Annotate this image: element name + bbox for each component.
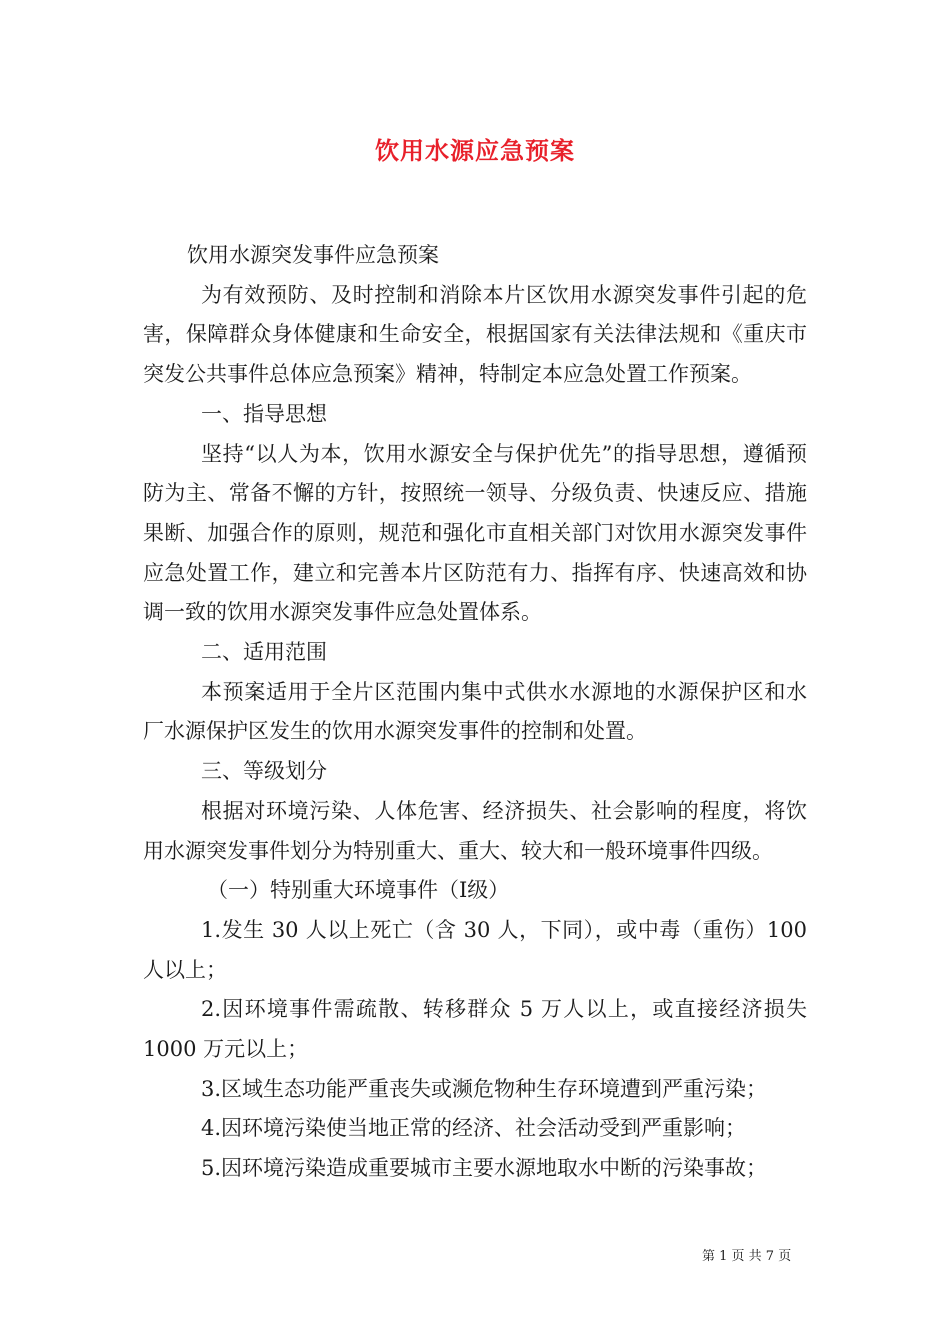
section-heading-classification: 三、等级划分: [201, 759, 327, 784]
page-number: 第 1 页 共 7 页: [702, 1249, 792, 1264]
list-item: 1.发生 30 人以上死亡（含 30 人，下同），或中毒（重伤）100 人以上；: [143, 917, 807, 982]
intro-paragraph: 为有效预防、及时控制和消除本片区饮用水源突发事件引起的危害，保障群众身体健康和生命安全，根据国家有关法律法规和《重庆市突发公共事件总体应急预案》精神，特制定本应急处置工作预案。: [143, 282, 807, 387]
subsection-heading-level-1: （一）特别重大环境事件（Ⅰ级）: [207, 878, 510, 903]
list-item: 5.因环境污染造成重要城市主要水源地取水中断的污染事故；: [201, 1156, 768, 1181]
section-body-classification: 根据对环境污染、人体危害、经济损失、社会影响的程度，将饮用水源突发事件划分为特别重大、重大、较大和一般环境事件四级。: [143, 798, 807, 863]
section-heading-guiding-ideology: 一、指导思想: [201, 401, 327, 426]
document-body: [143, 236, 807, 1189]
document-title: 饮用水源应急预案: [375, 136, 575, 165]
document-subtitle: 饮用水源突发事件应急预案: [187, 243, 439, 267]
list-item: 3.区域生态功能严重丧失或濒危物种生存环境遭到严重污染；: [201, 1076, 768, 1101]
section-body-scope: 本预案适用于全片区范围内集中式供水水源地的水源保护区和水厂水源保护区发生的饮用水源突发事件的控制和处置。: [143, 679, 807, 744]
section-body-guiding-ideology: 坚持“以人为本，饮用水源安全与保护优先”的指导思想，遵循预防为主、常备不懈的方针，按照统一领导、分级负责、快速反应、措施果断、加强合作的原则，规范和强化市直相关部门对饮用水源突发事件应急处置工作，建立和完善本片区防范有力、指挥有序、快速高效和协调一致的饮用水源突发事件应急处置体系。: [143, 441, 807, 625]
section-heading-scope: 二、适用范围: [201, 640, 327, 665]
list-item: 2.因环境事件需疏散、转移群众 5 万人以上，或直接经济损失1000 万元以上；: [143, 997, 807, 1062]
list-item: 4.因环境污染使当地正常的经济、社会活动受到严重影响；: [201, 1116, 747, 1141]
